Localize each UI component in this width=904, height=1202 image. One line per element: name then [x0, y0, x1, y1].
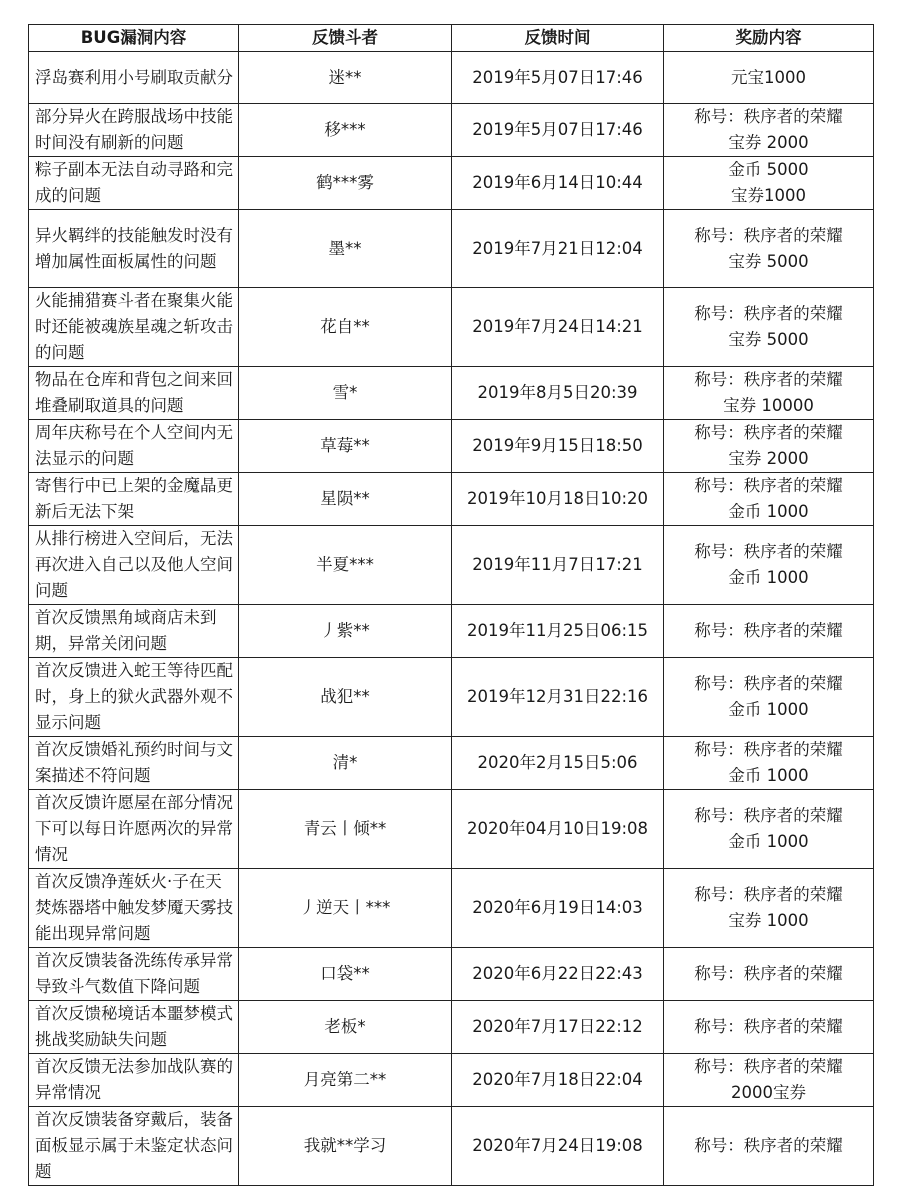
table-row — [29, 210, 874, 288]
bug-content-cell: 首次反馈秘境话本噩梦模式挑战奖励缺失问题 — [29, 1001, 239, 1054]
reward-cell: 称号：秩序者的荣耀 金币 1000 — [664, 790, 874, 869]
time-cell: 2019年8月5日20:39 — [452, 367, 664, 420]
bug-content-cell: 从排行榜进入空间后，无法再次进入自己以及他人空间问题 — [29, 526, 239, 605]
header-reward: 奖励内容 — [664, 25, 874, 52]
bug-content-cell: 首次反馈无法参加战队赛的异常情况 — [29, 1054, 239, 1107]
time-cell: 2019年7月21日12:04 — [452, 210, 664, 288]
reporter-cell: 清* — [239, 737, 452, 790]
reward-cell: 称号：秩序者的荣耀 2000宝券 — [664, 1054, 874, 1107]
table-row — [29, 288, 874, 367]
bug-content-cell: 物品在仓库和背包之间来回堆叠刷取道具的问题 — [29, 367, 239, 420]
time-cell: 2019年11月7日17:21 — [452, 526, 664, 605]
reporter-cell: 雪* — [239, 367, 452, 420]
table-row — [29, 1001, 874, 1054]
bug-content-cell: 周年庆称号在个人空间内无法显示的问题 — [29, 420, 239, 473]
table-row — [29, 473, 874, 526]
bug-content-cell: 首次反馈装备洗练传承异常导致斗气数值下降问题 — [29, 948, 239, 1001]
reward-cell: 称号：秩序者的荣耀 金币 1000 — [664, 658, 874, 737]
time-cell: 2019年6月14日10:44 — [452, 157, 664, 210]
time-cell: 2019年9月15日18:50 — [452, 420, 664, 473]
reward-cell: 称号：秩序者的荣耀 金币 1000 — [664, 737, 874, 790]
time-cell: 2019年5月07日17:46 — [452, 52, 664, 104]
bug-feedback-table-container — [28, 24, 873, 1186]
table-row — [29, 1054, 874, 1107]
bug-content-cell: 部分异火在跨服战场中技能时间没有刷新的问题 — [29, 104, 239, 157]
table-body — [29, 52, 874, 1186]
bug-content-cell: 异火羁绊的技能触发时没有增加属性面板属性的问题 — [29, 210, 239, 288]
time-cell: 2020年04月10日19:08 — [452, 790, 664, 869]
reporter-cell: 迷** — [239, 52, 452, 104]
table-header-row — [29, 25, 874, 52]
reporter-cell: 丿逆天丨*** — [239, 869, 452, 948]
reward-cell: 称号：秩序者的荣耀 宝券 1000 — [664, 869, 874, 948]
reporter-cell: 半夏*** — [239, 526, 452, 605]
time-cell: 2019年10月18日10:20 — [452, 473, 664, 526]
reporter-cell: 战犯** — [239, 658, 452, 737]
bug-content-cell: 首次反馈婚礼预约时间与文案描述不符问题 — [29, 737, 239, 790]
time-cell: 2020年6月19日14:03 — [452, 869, 664, 948]
bug-feedback-table — [28, 24, 874, 1186]
table-row — [29, 869, 874, 948]
table-row — [29, 526, 874, 605]
bug-content-cell: 寄售行中已上架的金魔晶更新后无法下架 — [29, 473, 239, 526]
reporter-cell: 月亮第二** — [239, 1054, 452, 1107]
table-row — [29, 52, 874, 104]
reporter-cell: 移*** — [239, 104, 452, 157]
reward-cell: 称号：秩序者的荣耀 宝券 5000 — [664, 210, 874, 288]
reporter-cell: 鹤***雾 — [239, 157, 452, 210]
time-cell: 2019年11月25日06:15 — [452, 605, 664, 658]
reward-cell: 称号：秩序者的荣耀 — [664, 1001, 874, 1054]
table-row — [29, 104, 874, 157]
bug-content-cell: 首次反馈装备穿戴后，装备面板显示属于未鉴定状态问题 — [29, 1107, 239, 1186]
reporter-cell: 花自** — [239, 288, 452, 367]
bug-content-cell: 浮岛赛利用小号刷取贡献分 — [29, 52, 239, 104]
bug-content-cell: 火能捕猎赛斗者在聚集火能时还能被魂族星魂之斩攻击的问题 — [29, 288, 239, 367]
bug-content-cell: 首次反馈进入蛇王等待匹配时，身上的狱火武器外观不显示问题 — [29, 658, 239, 737]
reward-cell: 称号：秩序者的荣耀 宝券 2000 — [664, 420, 874, 473]
reporter-cell: 丿紫** — [239, 605, 452, 658]
reward-cell: 金币 5000 宝券1000 — [664, 157, 874, 210]
reward-cell: 称号：秩序者的荣耀 金币 1000 — [664, 473, 874, 526]
header-report-time: 反馈时间 — [452, 25, 664, 52]
time-cell: 2020年7月18日22:04 — [452, 1054, 664, 1107]
header-bug-content: BUG漏洞内容 — [29, 25, 239, 52]
reward-cell: 称号：秩序者的荣耀 金币 1000 — [664, 526, 874, 605]
bug-content-cell: 首次反馈许愿屋在部分情况下可以每日许愿两次的异常情况 — [29, 790, 239, 869]
table-row — [29, 658, 874, 737]
reporter-cell: 老板* — [239, 1001, 452, 1054]
reward-cell: 称号：秩序者的荣耀 宝券 5000 — [664, 288, 874, 367]
bug-content-cell: 粽子副本无法自动寻路和完成的问题 — [29, 157, 239, 210]
time-cell: 2020年7月24日19:08 — [452, 1107, 664, 1186]
bug-content-cell: 首次反馈黑角域商店未到期，异常关闭问题 — [29, 605, 239, 658]
reward-cell: 称号：秩序者的荣耀 — [664, 948, 874, 1001]
table-row — [29, 737, 874, 790]
bug-content-cell: 首次反馈净莲妖火·子在天焚炼器塔中触发梦魇天雾技能出现异常问题 — [29, 869, 239, 948]
time-cell: 2020年7月17日22:12 — [452, 1001, 664, 1054]
time-cell: 2019年12月31日22:16 — [452, 658, 664, 737]
reward-cell: 称号：秩序者的荣耀 — [664, 605, 874, 658]
reporter-cell: 口袋** — [239, 948, 452, 1001]
time-cell: 2019年5月07日17:46 — [452, 104, 664, 157]
reporter-cell: 墨** — [239, 210, 452, 288]
reporter-cell: 我就**学习 — [239, 1107, 452, 1186]
reward-cell: 元宝1000 — [664, 52, 874, 104]
reward-cell: 称号：秩序者的荣耀 宝券 2000 — [664, 104, 874, 157]
table-row — [29, 420, 874, 473]
table-row — [29, 948, 874, 1001]
table-row — [29, 367, 874, 420]
table-row — [29, 1107, 874, 1186]
time-cell: 2019年7月24日14:21 — [452, 288, 664, 367]
reward-cell: 称号：秩序者的荣耀 — [664, 1107, 874, 1186]
time-cell: 2020年2月15日5:06 — [452, 737, 664, 790]
reporter-cell: 青云丨倾** — [239, 790, 452, 869]
table-row — [29, 157, 874, 210]
reward-cell: 称号：秩序者的荣耀 宝券 10000 — [664, 367, 874, 420]
reporter-cell: 星陨** — [239, 473, 452, 526]
reporter-cell: 草莓** — [239, 420, 452, 473]
table-row — [29, 790, 874, 869]
time-cell: 2020年6月22日22:43 — [452, 948, 664, 1001]
header-reporter: 反馈斗者 — [239, 25, 452, 52]
table-row — [29, 605, 874, 658]
